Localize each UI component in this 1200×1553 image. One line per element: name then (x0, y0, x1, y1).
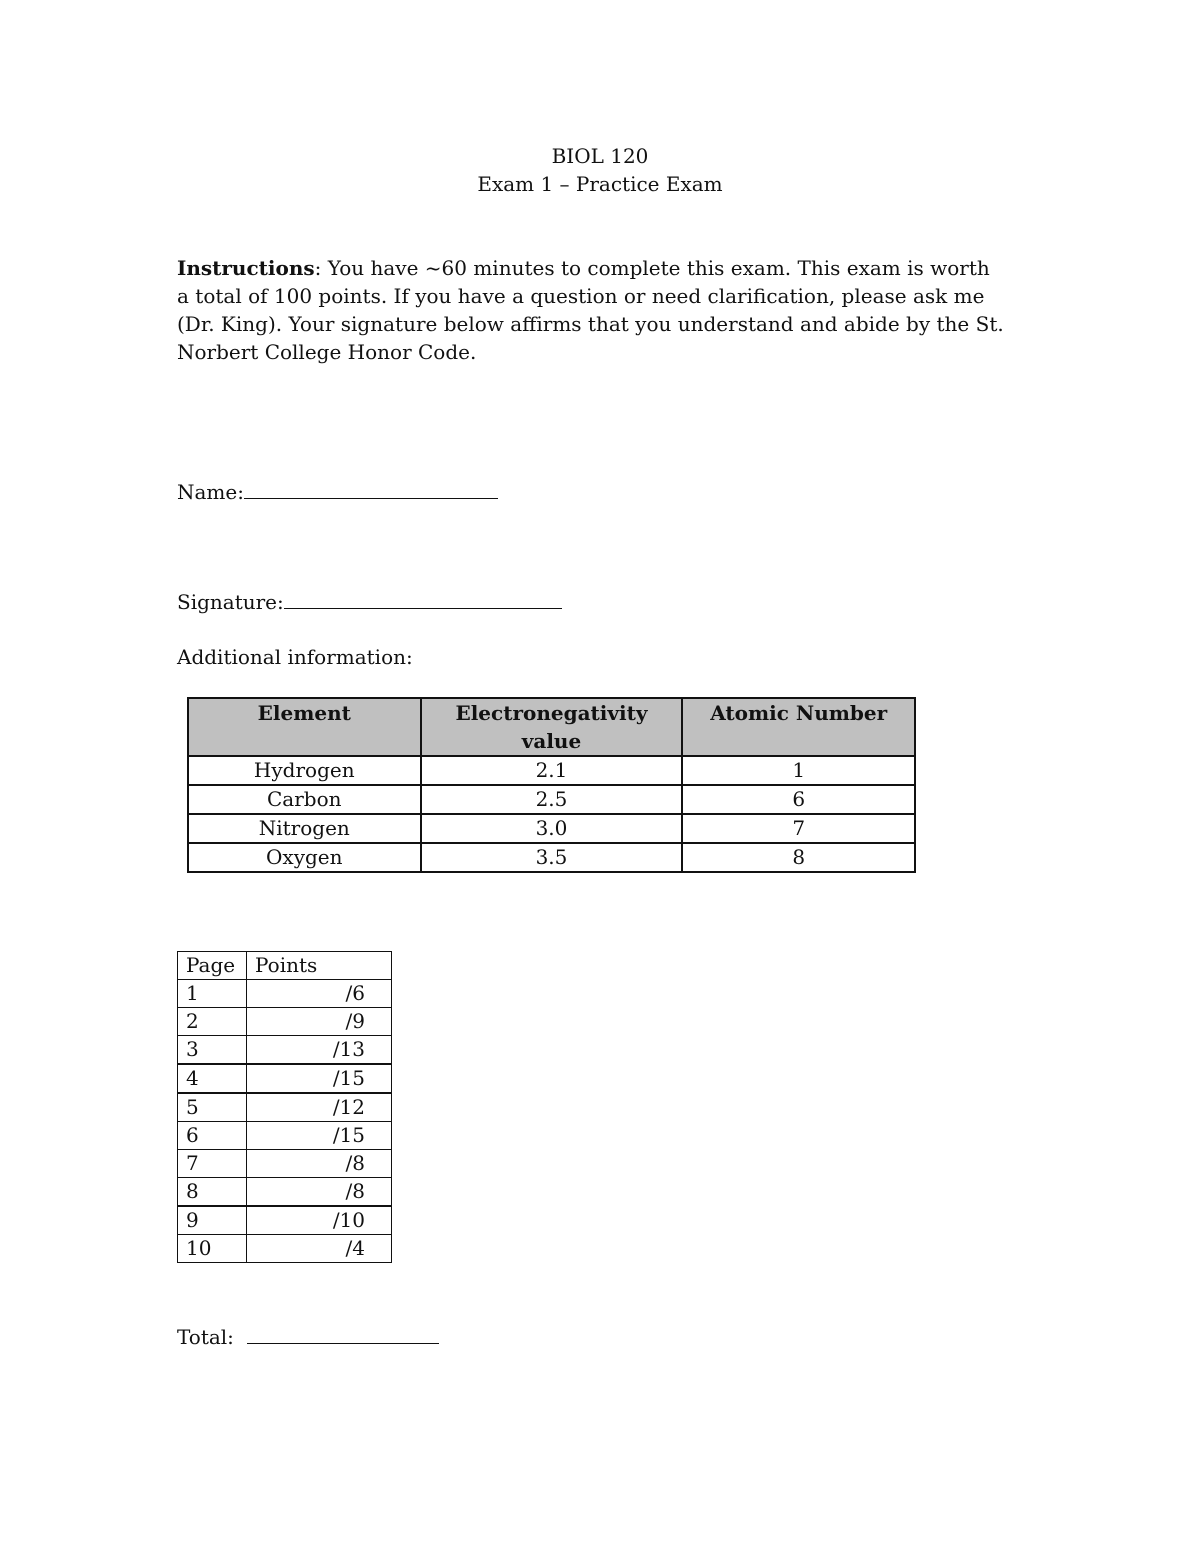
page-number-cell: 5 (178, 1093, 247, 1122)
points-cell[interactable]: /9 (247, 1008, 392, 1036)
electronegativity-header: Electronegativity value (421, 698, 683, 756)
points-cell[interactable]: /8 (247, 1150, 392, 1178)
signature-blank[interactable] (284, 588, 562, 609)
table-row (178, 1064, 392, 1093)
points-table (177, 951, 392, 1263)
course-title: BIOL 120 (551, 144, 649, 168)
points-cell[interactable]: /12 (247, 1093, 392, 1122)
total-blank[interactable] (247, 1323, 439, 1344)
electronegativity-cell: 2.5 (421, 785, 683, 814)
element-cell: Carbon (188, 785, 421, 814)
points-cell[interactable]: /10 (247, 1206, 392, 1235)
points-cell[interactable]: /4 (247, 1235, 392, 1263)
name-label: Name: (177, 480, 244, 504)
table-row (188, 814, 915, 843)
total-field[interactable] (177, 1323, 439, 1351)
table-row (178, 1122, 392, 1150)
table-row (178, 1178, 392, 1207)
element-header: Element (188, 698, 421, 756)
points-cell[interactable]: /8 (247, 1178, 392, 1207)
atomic-number-header: Atomic Number (682, 698, 915, 756)
points-cell[interactable]: /15 (247, 1064, 392, 1093)
page-number-cell: 4 (178, 1064, 247, 1093)
page-number-cell: 1 (178, 980, 247, 1008)
electronegativity-cell: 3.5 (421, 843, 683, 872)
element-cell: Oxygen (188, 843, 421, 872)
table-row (178, 1093, 392, 1122)
atomic-number-cell: 1 (682, 756, 915, 785)
page-number-cell: 9 (178, 1206, 247, 1235)
points-header: Points (247, 952, 392, 980)
page-number-cell: 3 (178, 1036, 247, 1065)
points-cell[interactable]: /15 (247, 1122, 392, 1150)
element-table (187, 697, 916, 873)
table-row (188, 756, 915, 785)
element-cell: Nitrogen (188, 814, 421, 843)
name-blank[interactable] (244, 478, 498, 499)
table-row (178, 1036, 392, 1065)
table-row (178, 1150, 392, 1178)
instructions-label: Instructions (177, 256, 315, 280)
element-cell: Hydrogen (188, 756, 421, 785)
page-number-cell: 7 (178, 1150, 247, 1178)
table-row (188, 785, 915, 814)
points-table-header-row (178, 952, 392, 980)
element-table-header-row (188, 698, 915, 756)
table-row (188, 843, 915, 872)
points-cell[interactable]: /13 (247, 1036, 392, 1065)
table-row (178, 1008, 392, 1036)
atomic-number-cell: 7 (682, 814, 915, 843)
exam-title: Exam 1 – Practice Exam (477, 172, 723, 196)
atomic-number-cell: 6 (682, 785, 915, 814)
total-label: Total: (177, 1325, 234, 1349)
page-number-cell: 6 (178, 1122, 247, 1150)
electronegativity-cell: 2.1 (421, 756, 683, 785)
page-number-cell: 10 (178, 1235, 247, 1263)
page-header: Page (178, 952, 247, 980)
table-row (178, 980, 392, 1008)
electronegativity-cell: 3.0 (421, 814, 683, 843)
atomic-number-cell: 8 (682, 843, 915, 872)
signature-field[interactable] (177, 588, 562, 616)
page-number-cell: 8 (178, 1178, 247, 1207)
page-number-cell: 2 (178, 1008, 247, 1036)
name-field[interactable] (177, 478, 498, 506)
points-cell[interactable]: /6 (247, 980, 392, 1008)
instructions-paragraph (177, 254, 1007, 366)
table-row (178, 1235, 392, 1263)
instructions-text: : You have ~60 minutes to complete this exam. This exam is worth a total of 100 points. If you have a question or need clarification, please ask me (Dr. King). Your signature below affirms that you understand and abide by the St. Norbert College Honor Code. (177, 256, 1004, 364)
signature-label: Signature: (177, 590, 284, 614)
table-row (178, 1206, 392, 1235)
additional-info-label: Additional information: (177, 645, 413, 669)
